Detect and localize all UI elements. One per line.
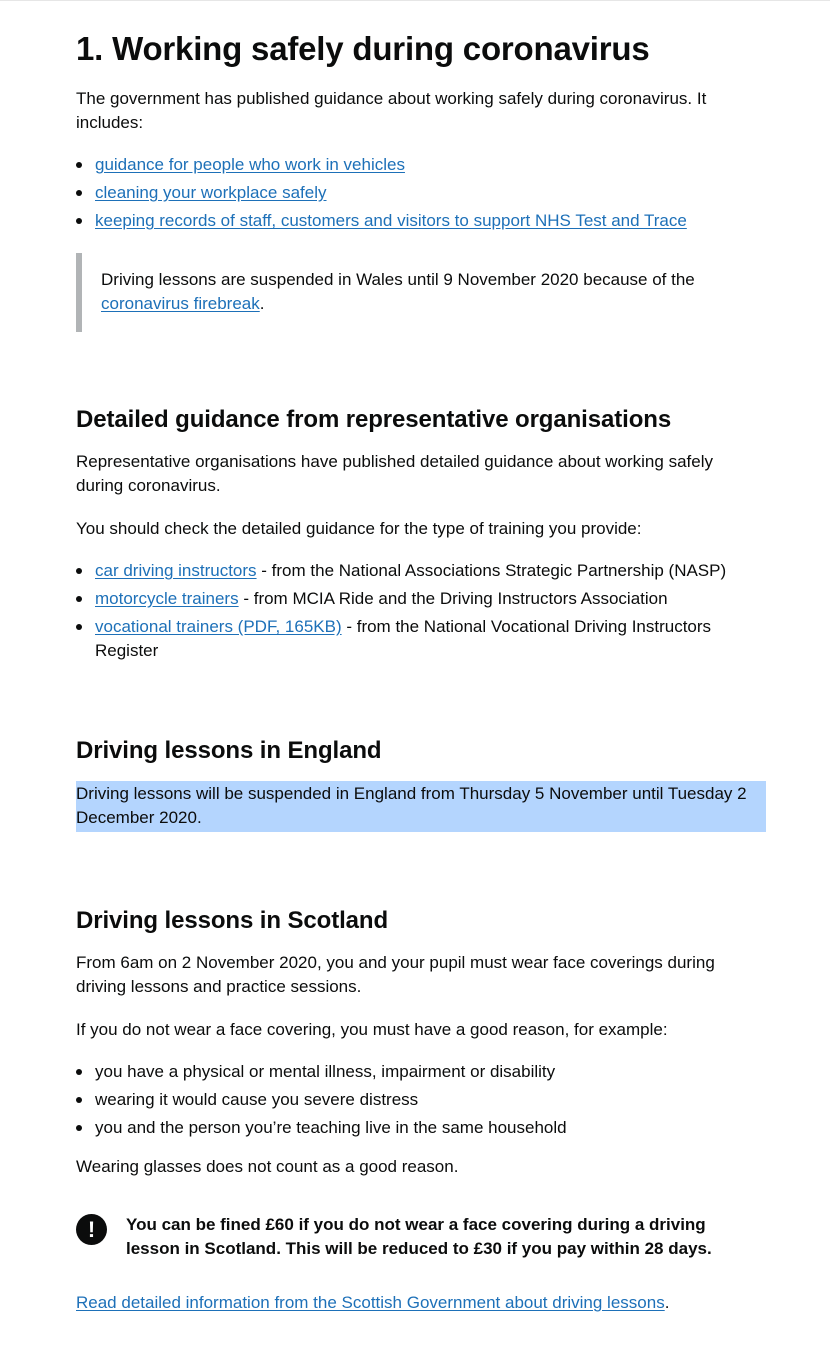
wales-inset-notice [76,253,760,332]
list-item: you and the person you’re teaching live in the same household [76,1116,760,1140]
bullet-icon [76,190,82,196]
list-item [76,153,760,177]
bullet-icon [76,1125,82,1131]
reasons-list [76,1060,760,1140]
representative-paragraph: Representative organisations have published detailed guidance about working safely during coronavirus. [76,452,713,495]
bullet-icon [76,218,82,224]
link-vocational-trainers-pdf[interactable]: vocational trainers (PDF, 165KB) [95,617,342,636]
heading-scotland: Driving lessons in Scotland [76,907,389,934]
face-coverings-paragraph: From 6am on 2 November 2020, you and your pupil must wear face coverings during driving lessons and practice sessions. [76,953,715,996]
england-paragraph [76,781,760,832]
glasses-paragraph: Wearing glasses does not count as a good reason. [76,1157,459,1176]
warning-text: You can be fined £60 if you do not wear a face covering during a driving lesson in Scotland. This will be reduced to £30 if you pay within 28 days. [126,1215,712,1258]
training-guidance-list [76,559,760,663]
bullet-icon [76,596,82,602]
list-item: you have a physical or mental illness, impairment or disability [76,1060,760,1084]
link-keeping-records[interactable]: keeping records of staff, customers and visitors to support NHS Test and Trace [95,211,687,230]
link-motorcycle-trainers[interactable]: motorcycle trainers [95,589,239,608]
scottish-government-paragraph: Read detailed information from the Scottish Government about driving lessons. [76,1293,670,1312]
bullet-icon [76,1097,82,1103]
bullet-icon [76,162,82,168]
list-item: vocational trainers (PDF, 165KB) - from the National Vocational Driving Instructors Register [76,615,760,663]
selected-text: Driving lessons will be suspended in England from Thursday 5 November until Tuesday 2 December 2020. [76,781,766,832]
bullet-icon [76,568,82,574]
list-item [76,209,760,233]
fine-warning [76,1213,760,1261]
heading-england: Driving lessons in England [76,737,382,764]
list-item: car driving instructors - from the National Associations Strategic Partnership (NASP) [76,559,760,583]
bullet-icon [76,1069,82,1075]
list-item [76,181,760,205]
inset-text: Driving lessons are suspended in Wales until 9 November 2020 because of the coronavirus firebreak. [101,270,695,313]
page-title: 1. Working safely during coronavirus [76,30,650,67]
list-item: motorcycle trainers - from MCIA Ride and the Driving Instructors Association [76,587,760,611]
link-cleaning-workplace[interactable]: cleaning your workplace safely [95,183,327,202]
intro-paragraph: The government has published guidance about working safely during coronavirus. It includes: [76,89,707,132]
bullet-icon [76,624,82,630]
warning-icon: ! [76,1214,107,1245]
guidance-links-list [76,153,760,233]
link-car-driving-instructors[interactable]: car driving instructors [95,561,257,580]
top-divider [0,0,830,1]
link-vehicles-guidance[interactable]: guidance for people who work in vehicles [95,155,405,174]
good-reason-paragraph: If you do not wear a face covering, you must have a good reason, for example: [76,1020,668,1039]
link-scottish-government[interactable]: Read detailed information from the Scottish Government about driving lessons [76,1293,665,1312]
heading-detailed-guidance: Detailed guidance from representative organisations [76,406,672,433]
check-guidance-paragraph: You should check the detailed guidance for the type of training you provide: [76,519,642,538]
link-coronavirus-firebreak[interactable]: coronavirus firebreak [101,294,260,313]
list-item: wearing it would cause you severe distress [76,1088,760,1112]
